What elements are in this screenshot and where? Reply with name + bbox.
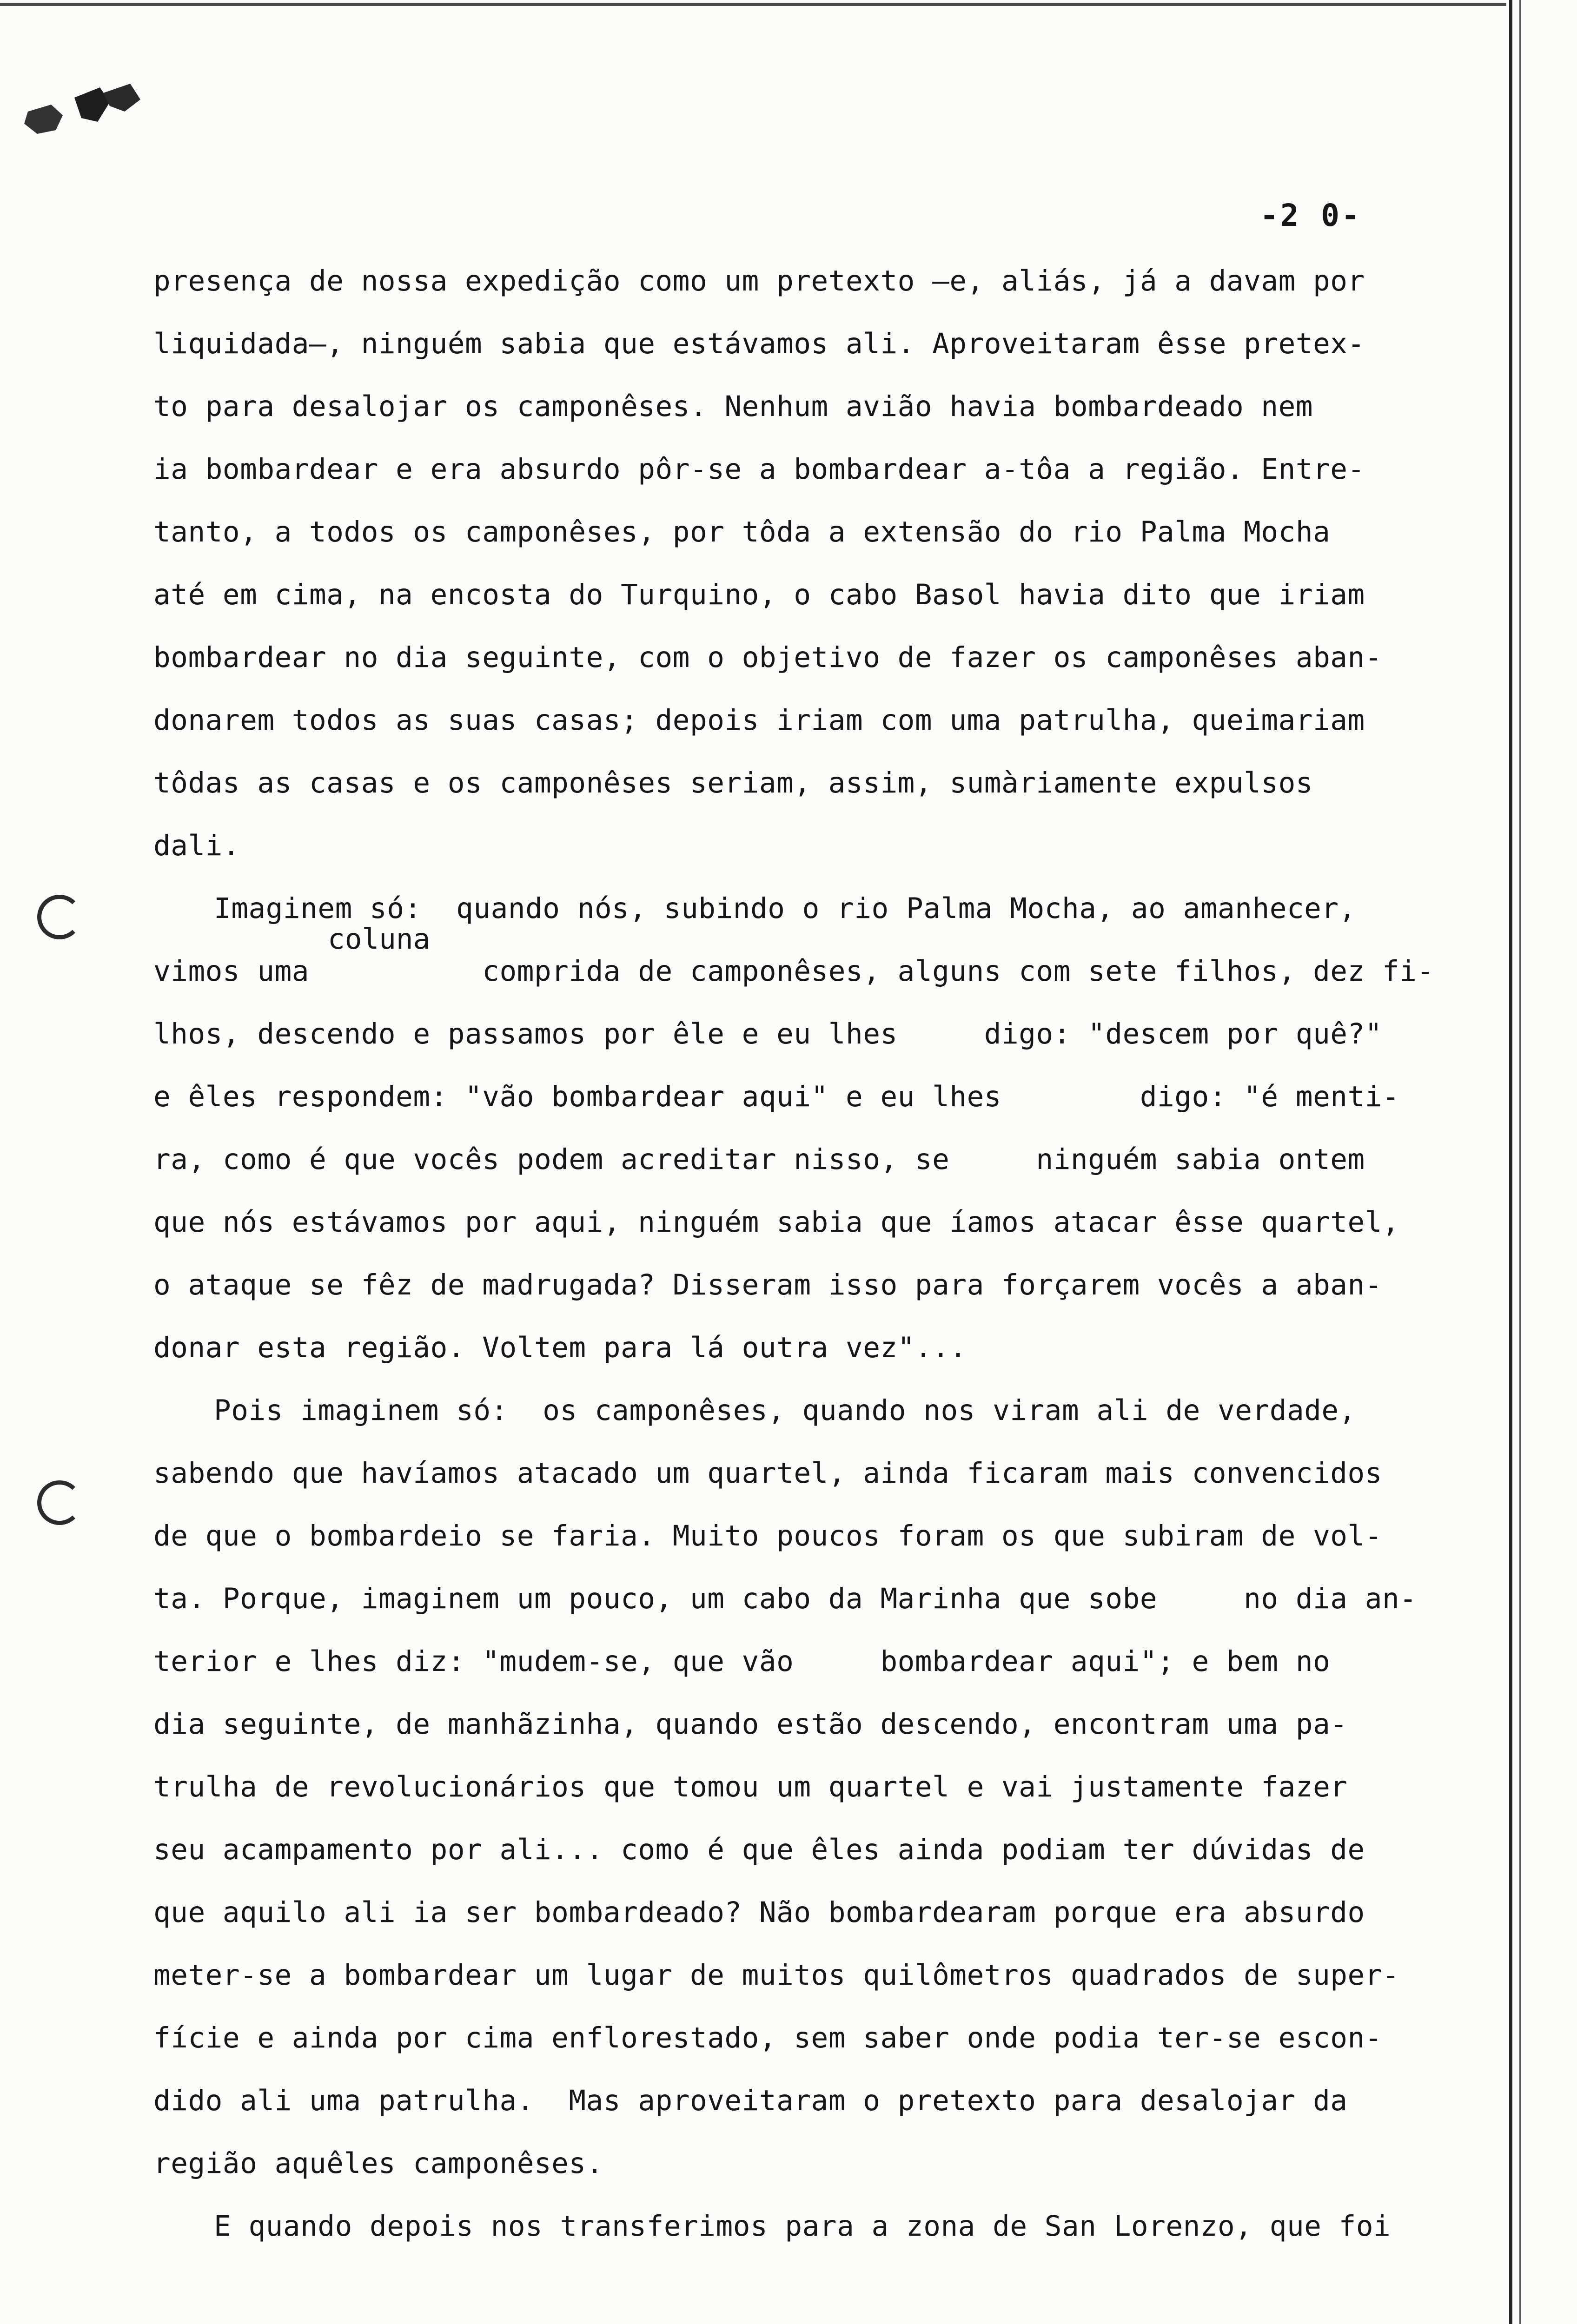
text-line: dido ali uma patrulha. Mas aproveitaram o pretexto para desalojar da [153, 2084, 1348, 2117]
text-line: E quando depois nos transferimos para a zona de San Lorenzo, que foi [214, 2210, 1391, 2243]
text-line: o ataque se fêz de madrugada? Disseram isso para forçarem vocês a aban- [153, 1268, 1382, 1301]
text-line: dia seguinte, de manhãzinha, quando estão descendo, encontram uma pa- [153, 1708, 1348, 1741]
text-line: terior e lhes diz: "mudem-se, que vão bombardear aqui"; e bem no [153, 1645, 1331, 1678]
text-line: ia bombardear e era absurdo pôr-se a bombardear a-tôa a região. Entre- [153, 453, 1365, 486]
text-line: lhos, descendo e passamos por êle e eu lhes digo: "descem por quê?" [153, 1017, 1382, 1050]
text-line: ra, como é que vocês podem acreditar nisso, se ninguém sabia ontem [153, 1143, 1365, 1176]
text-line: de que o bombardeio se faria. Muito poucos foram os que subiram de vol- [153, 1519, 1382, 1552]
interlinear-correction: coluna [328, 923, 431, 956]
top-rule [0, 3, 1506, 6]
text-line: fície e ainda por cima enflorestado, sem saber onde podia ter-se escon- [153, 2021, 1382, 2054]
page-number: -2 0- [1260, 198, 1362, 233]
right-margin-line-secondary [1519, 0, 1521, 2324]
text-line: presença de nossa expedição como um pretexto —e, aliás, já a davam por [153, 264, 1365, 297]
text-line: donarem todos as suas casas; depois iriam com uma patrulha, queimariam [153, 704, 1365, 737]
text-line: sabendo que havíamos atacado um quartel, ainda ficaram mais convencidos [153, 1457, 1382, 1490]
text-line: até em cima, na encosta do Turquino, o cabo Basol havia dito que iriam [153, 578, 1365, 611]
text-line: que nós estávamos por aqui, ninguém sabia que íamos atacar êsse quartel, [153, 1206, 1400, 1239]
text-line: e êles respondem: "vão bombardear aqui" e eu lhes digo: "é menti- [153, 1080, 1400, 1113]
binder-hole-mark [37, 1480, 82, 1525]
text-line: tôdas as casas e os camponêses seriam, assim, sumàriamente expulsos [153, 766, 1313, 799]
text-line: seu acampamento por ali... como é que êles ainda podiam ter dúvidas de [153, 1833, 1365, 1866]
text-line: Pois imaginem só: os camponêses, quando nos viram ali de verdade, [214, 1394, 1356, 1427]
text-line: dali. [153, 829, 240, 862]
text-line: vimos uma comprida de camponêses, alguns com sete filhos, dez fi- [153, 955, 1434, 988]
binder-hole-mark [37, 895, 82, 939]
text-line: bombardear no dia seguinte, com o objetivo de fazer os camponêses aban- [153, 641, 1382, 674]
text-line: liquidada—, ninguém sabia que estávamos ali. Aproveitaram êsse pretex- [153, 327, 1365, 360]
text-line: meter-se a bombardear um lugar de muitos quilômetros quadrados de super- [153, 1959, 1400, 1992]
text-line: donar esta região. Voltem para lá outra vez"... [153, 1331, 967, 1364]
text-line: região aquêles camponêses. [153, 2147, 603, 2180]
text-line: Imaginem só: quando nós, subindo o rio Palma Mocha, ao amanhecer, [214, 892, 1356, 925]
text-line: to para desalojar os camponêses. Nenhum avião havia bombardeado nem [153, 390, 1313, 423]
ink-smudge-mark [19, 79, 149, 149]
text-line: ta. Porque, imaginem um pouco, um cabo da Marinha que sobe no dia an- [153, 1582, 1417, 1615]
text-line: trulha de revolucionários que tomou um quartel e vai justamente fazer [153, 1770, 1348, 1803]
right-margin-line [1509, 0, 1512, 2324]
text-line: tanto, a todos os camponêses, por tôda a extensão do rio Palma Mocha [153, 515, 1331, 548]
text-line: que aquilo ali ia ser bombardeado? Não bombardearam porque era absurdo [153, 1896, 1365, 1929]
